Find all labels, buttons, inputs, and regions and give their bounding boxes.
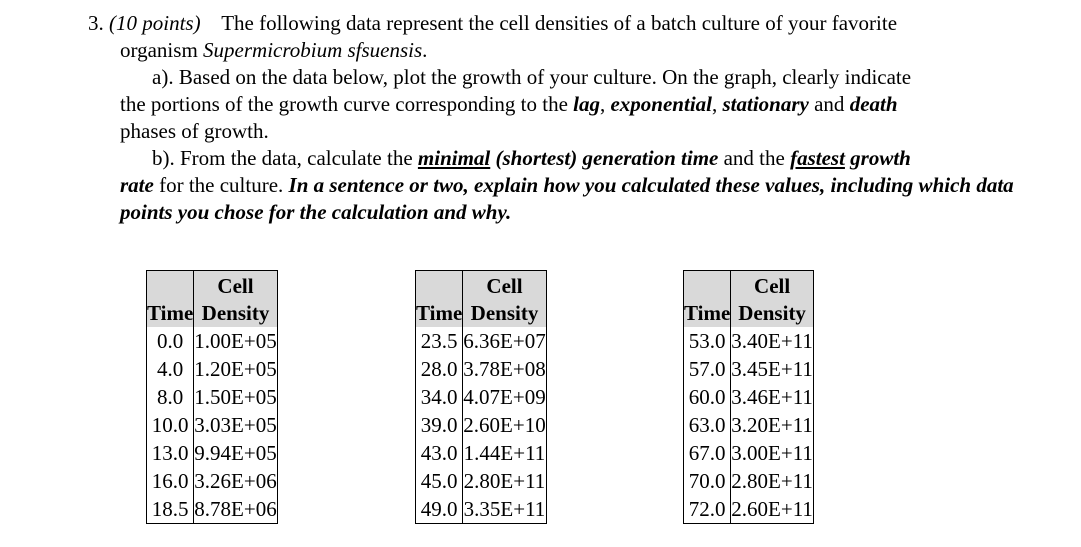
question-number: 3. <box>88 11 104 35</box>
time-cell: 67.0 <box>684 439 731 467</box>
density-cell: 3.03E+05 <box>194 412 277 437</box>
density-cell: 6.36E+07 <box>463 328 546 353</box>
intro-line-1: The following data represent the cell densities of a batch culture of your favorite <box>221 11 898 35</box>
table-row <box>684 327 814 355</box>
density-cell: 1.50E+05 <box>194 384 277 409</box>
organism-name: Supermicrobium sfsuensis <box>203 38 423 62</box>
time-cell: 63.0 <box>684 411 731 439</box>
time-cell: 57.0 <box>684 355 731 383</box>
time-cell: 16.0 <box>147 467 194 495</box>
lag-term: lag <box>573 92 600 116</box>
question-points: (10 points) <box>109 11 201 35</box>
time-cell: 60.0 <box>684 383 731 411</box>
data-table-3 <box>683 270 814 524</box>
time-cell: 0.0 <box>147 327 194 355</box>
table-row <box>684 439 814 467</box>
part-a-label: a). <box>152 65 174 89</box>
part-b-instruction: In a sentence or two, explain how you calculated these values, including which data points you chose for the calculation and why. <box>120 173 1014 224</box>
table-row <box>684 495 814 524</box>
density-cell: 1.20E+05 <box>194 356 277 381</box>
table-row <box>416 495 547 524</box>
density-cell: 1.00E+05 <box>194 328 277 353</box>
table-row <box>684 355 814 383</box>
part-b-label: b). <box>152 146 175 170</box>
table-row <box>416 383 547 411</box>
header-time: Time <box>416 271 463 327</box>
table-row <box>147 495 278 524</box>
question-intro <box>88 10 1063 37</box>
rate-term: rate <box>120 173 154 197</box>
header-cell-density: Cell Density <box>463 271 546 327</box>
table-header-row <box>416 271 547 327</box>
table-row <box>416 327 547 355</box>
density-cell: 3.00E+11 <box>731 440 813 465</box>
time-cell: 70.0 <box>684 467 731 495</box>
density-cell: 2.60E+10 <box>463 412 546 437</box>
time-cell: 39.0 <box>416 411 463 439</box>
question-block <box>88 10 1063 226</box>
table-row <box>684 383 814 411</box>
density-cell: 3.78E+08 <box>463 356 546 381</box>
data-table-1 <box>146 270 278 524</box>
table-row <box>147 355 278 383</box>
table-row <box>147 383 278 411</box>
stationary-term: stationary <box>722 92 809 116</box>
minimal-term: minimal <box>417 146 491 170</box>
time-cell: 49.0 <box>416 495 463 524</box>
table-header-row <box>147 271 278 327</box>
exponential-term: exponential <box>610 92 712 116</box>
part-a-line-2: the portions of the growth curve corresponding to the lag, exponential, stationary and death <box>120 92 898 116</box>
header-time: Time <box>147 271 194 327</box>
part-b-line-2: rate for the culture. In a sentence or two, explain how you calculated these values, including which data points you chose for the calculation and why. <box>120 173 1014 224</box>
time-cell: 72.0 <box>684 495 731 524</box>
density-cell: 4.07E+09 <box>463 384 546 409</box>
table-row <box>147 439 278 467</box>
density-cell: 1.44E+11 <box>463 440 546 465</box>
time-cell: 4.0 <box>147 355 194 383</box>
generation-time-term: (shortest) generation time <box>495 146 719 170</box>
header-cell-density: Cell Density <box>194 271 277 327</box>
part-a-line-1: a). Based on the data below, plot the growth of your culture. On the graph, clearly indicate <box>152 65 912 89</box>
time-cell: 10.0 <box>147 411 194 439</box>
table-row <box>147 467 278 495</box>
table-row <box>416 439 547 467</box>
intro-line-2: organism Supermicrobium sfsuensis. <box>120 38 428 62</box>
density-cell: 3.20E+11 <box>731 412 813 437</box>
header-time: Time <box>684 271 731 327</box>
growth-term: growth <box>850 146 911 170</box>
data-table-2 <box>415 270 547 524</box>
fastest-term: fastest <box>790 146 845 170</box>
table-row <box>684 467 814 495</box>
time-cell: 53.0 <box>684 327 731 355</box>
density-cell: 2.80E+11 <box>731 468 813 493</box>
density-cell: 3.45E+11 <box>731 356 813 381</box>
part-a-line-3: phases of growth. <box>120 119 269 143</box>
time-cell: 43.0 <box>416 439 463 467</box>
density-cell: 9.94E+05 <box>194 440 277 465</box>
time-cell: 34.0 <box>416 383 463 411</box>
time-cell: 13.0 <box>147 439 194 467</box>
density-cell: 8.78E+06 <box>194 495 277 524</box>
table-row <box>416 467 547 495</box>
time-cell: 28.0 <box>416 355 463 383</box>
table-header-row <box>684 271 814 327</box>
density-cell: 3.46E+11 <box>731 384 813 409</box>
table-row <box>684 411 814 439</box>
death-term: death <box>849 92 898 116</box>
density-cell: 3.35E+11 <box>463 495 546 524</box>
table-row <box>416 355 547 383</box>
time-cell: 18.5 <box>147 495 194 524</box>
header-cell-density: Cell Density <box>731 271 814 327</box>
density-cell: 3.26E+06 <box>194 468 277 493</box>
time-cell: 8.0 <box>147 383 194 411</box>
time-cell: 45.0 <box>416 467 463 495</box>
time-cell: 23.5 <box>416 327 463 355</box>
density-cell: 2.80E+11 <box>463 468 546 493</box>
density-cell: 3.40E+11 <box>731 328 813 353</box>
table-row <box>147 411 278 439</box>
part-b-line-1: b). From the data, calculate the minimal (shortest) generation time and the fastest growth <box>152 146 911 170</box>
table-row <box>416 411 547 439</box>
table-row <box>147 327 278 355</box>
density-cell: 2.60E+11 <box>731 495 814 524</box>
